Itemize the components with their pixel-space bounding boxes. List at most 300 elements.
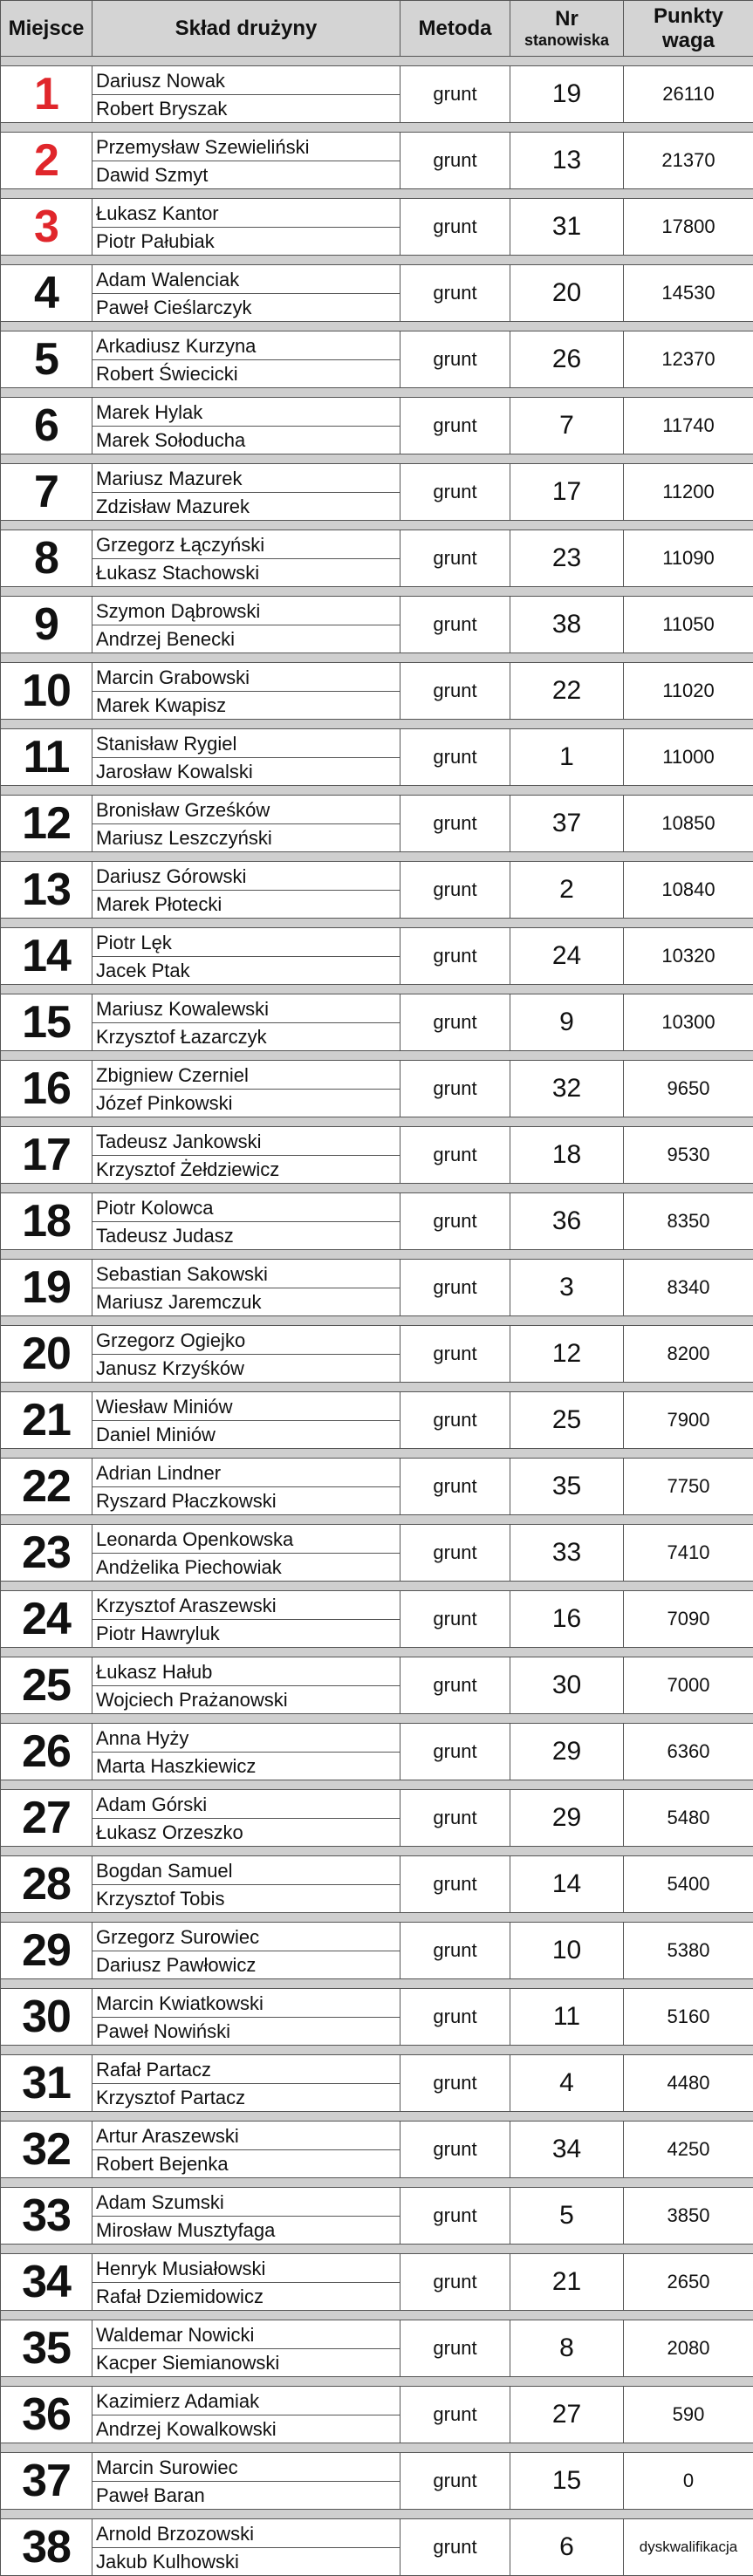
points-cell: 10840 (624, 862, 753, 919)
row-separator-cell (1, 653, 753, 663)
stand-cell: 17 (510, 464, 624, 521)
row-separator-cell (1, 1714, 753, 1724)
stand-cell: 7 (510, 398, 624, 454)
row-separator-cell (1, 2377, 753, 2387)
method-cell: grunt (400, 1724, 510, 1780)
method-cell: grunt (400, 2453, 510, 2510)
team-member-2: Krzysztof Żełdziewicz (92, 1156, 400, 1183)
table-row (1, 2320, 753, 2377)
row-separator-cell (1, 189, 753, 199)
stand-cell: 25 (510, 1392, 624, 1449)
place-cell: 25 (1, 1657, 92, 1714)
team-member-1: Arkadiusz Kurzyna (92, 332, 400, 360)
team-cell (92, 1127, 400, 1184)
team-member-1: Szymon Dąbrowski (92, 598, 400, 625)
row-separator (1, 919, 753, 928)
row-separator (1, 2311, 753, 2320)
team-member-1: Marcin Surowiec (92, 2454, 400, 2482)
stand-cell: 14 (510, 1856, 624, 1913)
points-cell: 8340 (624, 1260, 753, 1316)
header-stand-line1: Nr (510, 7, 623, 31)
team-member-2: Mirosław Musztyfaga (92, 2217, 400, 2244)
stand-cell: 24 (510, 928, 624, 985)
row-separator (1, 2112, 753, 2122)
results-body (1, 57, 753, 2576)
row-separator-cell (1, 57, 753, 66)
team-member-2: Łukasz Stachowski (92, 559, 400, 586)
team-member-1: Waldemar Nowicki (92, 2321, 400, 2349)
table-row (1, 265, 753, 322)
place-cell: 6 (1, 398, 92, 454)
row-separator-cell (1, 2443, 753, 2453)
method-cell: grunt (400, 1193, 510, 1250)
team-member-2: Robert Bryszak (92, 95, 400, 122)
stand-cell: 26 (510, 331, 624, 388)
points-cell: 3850 (624, 2188, 753, 2245)
method-cell: grunt (400, 862, 510, 919)
place-cell: 18 (1, 1193, 92, 1250)
team-member-1: Bogdan Samuel (92, 1857, 400, 1885)
row-separator (1, 521, 753, 530)
place-cell: 13 (1, 862, 92, 919)
stand-cell: 21 (510, 2254, 624, 2311)
row-separator (1, 2510, 753, 2519)
team-member-2: Dariusz Pawłowicz (92, 1951, 400, 1978)
row-separator-cell (1, 919, 753, 928)
method-cell: grunt (400, 1657, 510, 1714)
method-cell: grunt (400, 729, 510, 786)
team-member-1: Dariusz Górowski (92, 863, 400, 891)
row-separator (1, 1979, 753, 1989)
team-member-2: Kacper Siemianowski (92, 2349, 400, 2376)
team-member-1: Kazimierz Adamiak (92, 2388, 400, 2415)
row-separator (1, 2178, 753, 2188)
stand-cell: 13 (510, 133, 624, 189)
row-separator-cell (1, 454, 753, 464)
team-cell (92, 265, 400, 322)
team-cell (92, 464, 400, 521)
table-row (1, 1326, 753, 1383)
stand-cell: 29 (510, 1790, 624, 1847)
place-cell: 19 (1, 1260, 92, 1316)
stand-cell: 36 (510, 1193, 624, 1250)
points-cell: 11050 (624, 597, 753, 653)
team-member-1: Grzegorz Surowiec (92, 1923, 400, 1951)
points-cell: 5380 (624, 1923, 753, 1979)
row-separator (1, 2377, 753, 2387)
stand-cell: 23 (510, 530, 624, 587)
team-member-2: Wojciech Prażanowski (92, 1686, 400, 1713)
row-separator-cell (1, 1913, 753, 1923)
points-cell: 7410 (624, 1525, 753, 1582)
place-cell: 37 (1, 2453, 92, 2510)
team-cell (92, 2122, 400, 2178)
stand-cell: 8 (510, 2320, 624, 2377)
team-member-1: Łukasz Kantor (92, 200, 400, 228)
row-separator-cell (1, 2178, 753, 2188)
place-cell: 14 (1, 928, 92, 985)
row-separator (1, 189, 753, 199)
team-cell (92, 2320, 400, 2377)
stand-cell: 20 (510, 265, 624, 322)
stand-cell: 1 (510, 729, 624, 786)
row-separator-cell (1, 1250, 753, 1260)
row-separator (1, 1184, 753, 1193)
points-cell: 10850 (624, 796, 753, 852)
header-points (624, 1, 753, 57)
stand-cell: 34 (510, 2122, 624, 2178)
place-cell: 30 (1, 1989, 92, 2046)
points-cell: 4480 (624, 2055, 753, 2112)
stand-cell: 35 (510, 1459, 624, 1515)
points-cell: 11000 (624, 729, 753, 786)
method-cell: grunt (400, 2519, 510, 2576)
row-separator-cell (1, 985, 753, 994)
team-member-1: Leonarda Openkowska (92, 1526, 400, 1554)
team-member-1: Krzysztof Araszewski (92, 1592, 400, 1620)
row-separator (1, 786, 753, 796)
place-cell: 27 (1, 1790, 92, 1847)
method-cell: grunt (400, 1459, 510, 1515)
method-cell: grunt (400, 1591, 510, 1648)
place-cell: 8 (1, 530, 92, 587)
row-separator (1, 1780, 753, 1790)
team-member-1: Zbigniew Czerniel (92, 1062, 400, 1090)
table-row (1, 1392, 753, 1449)
table-row (1, 66, 753, 123)
team-member-2: Marta Haszkiewicz (92, 1753, 400, 1780)
row-separator (1, 123, 753, 133)
place-cell: 23 (1, 1525, 92, 1582)
points-cell: 11740 (624, 398, 753, 454)
place-cell: 9 (1, 597, 92, 653)
team-member-1: Wiesław Miniów (92, 1393, 400, 1421)
row-separator (1, 985, 753, 994)
team-member-1: Henryk Musiałowski (92, 2255, 400, 2283)
stand-cell: 3 (510, 1260, 624, 1316)
points-cell: 10300 (624, 994, 753, 1051)
team-member-1: Sebastian Sakowski (92, 1261, 400, 1288)
team-member-1: Bronisław Grześków (92, 796, 400, 824)
header-row (1, 1, 753, 57)
team-cell (92, 928, 400, 985)
row-separator (1, 1714, 753, 1724)
stand-cell: 38 (510, 597, 624, 653)
place-cell: 1 (1, 66, 92, 123)
table-row (1, 729, 753, 786)
table-row (1, 1591, 753, 1648)
stand-cell: 19 (510, 66, 624, 123)
row-separator-cell (1, 1582, 753, 1591)
method-cell: grunt (400, 2387, 510, 2443)
team-cell (92, 1392, 400, 1449)
points-cell: 14530 (624, 265, 753, 322)
team-member-2: Marek Płotecki (92, 891, 400, 918)
row-separator-cell (1, 1979, 753, 1989)
row-separator (1, 1913, 753, 1923)
place-cell: 20 (1, 1326, 92, 1383)
row-separator-cell (1, 2046, 753, 2055)
team-cell (92, 862, 400, 919)
team-cell (92, 1525, 400, 1582)
table-row (1, 2188, 753, 2245)
row-separator-cell (1, 1117, 753, 1127)
stand-cell: 5 (510, 2188, 624, 2245)
team-member-2: Zdzisław Mazurek (92, 493, 400, 520)
table-row (1, 133, 753, 189)
place-cell: 35 (1, 2320, 92, 2377)
place-cell: 21 (1, 1392, 92, 1449)
header-place: Miejsce (1, 1, 92, 57)
place-cell: 10 (1, 663, 92, 720)
header-stand (510, 1, 624, 57)
team-member-2: Daniel Miniów (92, 1421, 400, 1448)
place-cell: 33 (1, 2188, 92, 2245)
method-cell: grunt (400, 464, 510, 521)
header-method: Metoda (400, 1, 510, 57)
row-separator (1, 1250, 753, 1260)
table-row (1, 530, 753, 587)
row-separator (1, 653, 753, 663)
team-cell (92, 2387, 400, 2443)
method-cell: grunt (400, 1525, 510, 1582)
stand-cell: 4 (510, 2055, 624, 2112)
method-cell: grunt (400, 2055, 510, 2112)
team-member-1: Dariusz Nowak (92, 67, 400, 95)
row-separator-cell (1, 2510, 753, 2519)
team-member-1: Piotr Kolowca (92, 1194, 400, 1222)
place-cell: 16 (1, 1061, 92, 1117)
table-row (1, 597, 753, 653)
table-row (1, 994, 753, 1051)
place-cell: 11 (1, 729, 92, 786)
team-member-2: Paweł Baran (92, 2482, 400, 2509)
team-member-2: Józef Pinkowski (92, 1090, 400, 1117)
team-cell (92, 2188, 400, 2245)
place-cell: 2 (1, 133, 92, 189)
row-separator-cell (1, 2311, 753, 2320)
method-cell: grunt (400, 2188, 510, 2245)
team-member-1: Arnold Brzozowski (92, 2520, 400, 2548)
team-cell (92, 1459, 400, 1515)
table-row (1, 2122, 753, 2178)
table-row (1, 1856, 753, 1913)
method-cell: grunt (400, 1392, 510, 1449)
points-cell: 6360 (624, 1724, 753, 1780)
row-separator (1, 2443, 753, 2453)
points-cell: 5160 (624, 1989, 753, 2046)
team-member-2: Tadeusz Judasz (92, 1222, 400, 1249)
team-member-2: Ryszard Płaczkowski (92, 1487, 400, 1514)
team-member-2: Andrzej Benecki (92, 625, 400, 653)
team-member-1: Marcin Kwiatkowski (92, 1990, 400, 2018)
points-cell: 21370 (624, 133, 753, 189)
team-member-2: Piotr Hawryluk (92, 1620, 400, 1647)
method-cell: grunt (400, 994, 510, 1051)
row-separator (1, 587, 753, 597)
team-member-2: Marek Kwapisz (92, 692, 400, 719)
team-member-1: Anna Hyży (92, 1725, 400, 1753)
place-cell: 22 (1, 1459, 92, 1515)
stand-cell: 22 (510, 663, 624, 720)
table-row (1, 1127, 753, 1184)
row-separator (1, 1316, 753, 1326)
row-separator (1, 322, 753, 331)
place-cell: 31 (1, 2055, 92, 2112)
table-row (1, 1724, 753, 1780)
method-cell: grunt (400, 1790, 510, 1847)
place-cell: 36 (1, 2387, 92, 2443)
team-cell (92, 597, 400, 653)
stand-cell: 2 (510, 862, 624, 919)
row-separator-cell (1, 2112, 753, 2122)
points-cell: 4250 (624, 2122, 753, 2178)
team-member-2: Mariusz Jaremczuk (92, 1288, 400, 1315)
points-cell: 8200 (624, 1326, 753, 1383)
stand-cell: 37 (510, 796, 624, 852)
stand-cell: 31 (510, 199, 624, 256)
team-cell (92, 1591, 400, 1648)
team-member-1: Tadeusz Jankowski (92, 1128, 400, 1156)
points-cell: dyskwalifikacja (624, 2519, 753, 2576)
points-cell: 11090 (624, 530, 753, 587)
row-separator (1, 1847, 753, 1856)
team-member-1: Łukasz Hałub (92, 1658, 400, 1686)
place-cell: 32 (1, 2122, 92, 2178)
method-cell: grunt (400, 265, 510, 322)
row-separator (1, 720, 753, 729)
row-separator (1, 454, 753, 464)
place-cell: 28 (1, 1856, 92, 1913)
team-member-2: Marek Sołoducha (92, 427, 400, 454)
stand-cell: 33 (510, 1525, 624, 1582)
row-separator (1, 1515, 753, 1525)
team-member-1: Rafał Partacz (92, 2056, 400, 2084)
table-row (1, 1459, 753, 1515)
team-cell (92, 66, 400, 123)
header-points-line2: waga (624, 29, 753, 53)
table-row (1, 2453, 753, 2510)
team-member-2: Łukasz Orzeszko (92, 1819, 400, 1846)
team-cell (92, 1657, 400, 1714)
points-cell: 9650 (624, 1061, 753, 1117)
team-member-2: Piotr Pałubiak (92, 228, 400, 255)
place-cell: 24 (1, 1591, 92, 1648)
points-cell: 7750 (624, 1459, 753, 1515)
row-separator-cell (1, 388, 753, 398)
table-row (1, 862, 753, 919)
row-separator (1, 57, 753, 66)
team-member-1: Stanisław Rygiel (92, 730, 400, 758)
points-cell: 5400 (624, 1856, 753, 1913)
team-cell (92, 729, 400, 786)
table-row (1, 796, 753, 852)
row-separator-cell (1, 521, 753, 530)
method-cell: grunt (400, 331, 510, 388)
team-cell (92, 1856, 400, 1913)
team-member-1: Adrian Lindner (92, 1459, 400, 1487)
points-cell: 2080 (624, 2320, 753, 2377)
points-cell: 9530 (624, 1127, 753, 1184)
table-row (1, 2519, 753, 2576)
table-row (1, 464, 753, 521)
team-cell (92, 331, 400, 388)
header-stand-line2: stanowiska (510, 31, 623, 50)
method-cell: grunt (400, 2320, 510, 2377)
method-cell: grunt (400, 1326, 510, 1383)
team-cell (92, 1061, 400, 1117)
points-cell: 7000 (624, 1657, 753, 1714)
team-cell (92, 398, 400, 454)
method-cell: grunt (400, 530, 510, 587)
stand-cell: 10 (510, 1923, 624, 1979)
points-cell: 11020 (624, 663, 753, 720)
points-cell: 10320 (624, 928, 753, 985)
method-cell: grunt (400, 398, 510, 454)
row-separator (1, 1117, 753, 1127)
row-separator (1, 1051, 753, 1061)
row-separator (1, 852, 753, 862)
team-member-1: Adam Górski (92, 1791, 400, 1819)
method-cell: grunt (400, 1923, 510, 1979)
team-cell (92, 199, 400, 256)
table-row (1, 331, 753, 388)
row-separator-cell (1, 786, 753, 796)
table-row (1, 2387, 753, 2443)
stand-cell: 11 (510, 1989, 624, 2046)
place-cell: 3 (1, 199, 92, 256)
place-cell: 7 (1, 464, 92, 521)
method-cell: grunt (400, 66, 510, 123)
table-row (1, 1790, 753, 1847)
method-cell: grunt (400, 133, 510, 189)
team-member-1: Adam Szumski (92, 2189, 400, 2217)
place-cell: 29 (1, 1923, 92, 1979)
team-cell (92, 1193, 400, 1250)
row-separator-cell (1, 1383, 753, 1392)
stand-cell: 16 (510, 1591, 624, 1648)
row-separator-cell (1, 1780, 753, 1790)
method-cell: grunt (400, 2254, 510, 2311)
team-member-1: Marek Hylak (92, 399, 400, 427)
header-points-line1: Punkty (624, 4, 753, 29)
points-cell: 12370 (624, 331, 753, 388)
points-cell: 0 (624, 2453, 753, 2510)
table-row (1, 199, 753, 256)
row-separator-cell (1, 1847, 753, 1856)
team-cell (92, 2254, 400, 2311)
row-separator-cell (1, 852, 753, 862)
points-cell: 7090 (624, 1591, 753, 1648)
team-cell (92, 663, 400, 720)
place-cell: 26 (1, 1724, 92, 1780)
team-member-1: Mariusz Mazurek (92, 465, 400, 493)
method-cell: grunt (400, 199, 510, 256)
team-member-2: Paweł Nowiński (92, 2018, 400, 2045)
table-row (1, 1061, 753, 1117)
team-member-2: Robert Świecicki (92, 360, 400, 387)
row-separator-cell (1, 1449, 753, 1459)
team-cell (92, 1989, 400, 2046)
stand-cell: 29 (510, 1724, 624, 1780)
team-member-2: Andżelika Piechowiak (92, 1554, 400, 1581)
method-cell: grunt (400, 1989, 510, 2046)
place-cell: 38 (1, 2519, 92, 2576)
team-member-2: Rafał Dziemidowicz (92, 2283, 400, 2310)
team-cell (92, 1724, 400, 1780)
row-separator-cell (1, 1184, 753, 1193)
row-separator (1, 2245, 753, 2254)
